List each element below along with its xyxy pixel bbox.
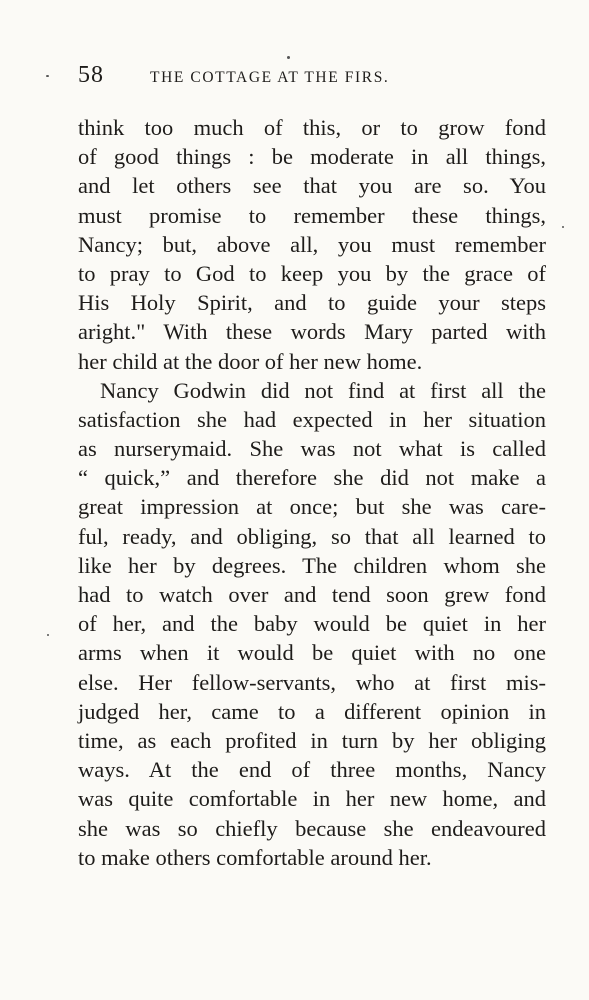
text-line: like her by degrees. The children whom she [78, 552, 546, 578]
body-text [78, 113, 546, 872]
text-line: think too much of this, or to grow fond [78, 115, 546, 140]
scan-speck [287, 56, 290, 59]
scan-speck [47, 634, 49, 636]
text-line: ful, ready, and obliging, so that all learned to [78, 523, 546, 549]
text-line: arms when it would be quiet with no one [78, 640, 546, 666]
text-line: ways. At the end of three months, Nancy [78, 757, 546, 783]
text-line: to pray to God to keep you by the grace of [78, 260, 546, 286]
paragraph [78, 376, 546, 872]
text-line: and let others see that you are so. You [78, 173, 546, 199]
text-line: judged her, came to a different opinion in [78, 698, 546, 724]
running-head: THE COTTAGE AT THE FIRS. [150, 69, 390, 86]
scan-speck [562, 226, 564, 228]
text-line: had to watch over and tend soon grew fond [78, 582, 546, 607]
text-line: Nancy Godwin did not find at first all the [100, 377, 546, 403]
text-line: else. Her fellow-servants, who at first mis- [78, 669, 546, 695]
text-line: was quite comfortable in her new home, and [78, 786, 546, 812]
text-line: of good things : be moderate in all things, [78, 144, 546, 170]
text-line: great impression at once; but she was care- [78, 494, 546, 520]
text-line: as nurserymaid. She was not what is called [78, 436, 546, 462]
text-line: to make others comfortable around her. [78, 844, 432, 870]
text-line: her child at the door of her new home. [78, 348, 423, 374]
page-number: 58 [78, 62, 104, 88]
text-line: time, as each profited in turn by her obliging [78, 727, 546, 753]
text-line: Nancy; but, above all, you must remember [78, 231, 546, 257]
paragraph [78, 113, 546, 376]
text-line: she was so chiefly because she endeavoured [78, 815, 546, 841]
text-line: of her, and the baby would be quiet in her [78, 611, 546, 637]
text-line: must promise to remember these things, [78, 202, 546, 228]
text-line: “ quick,” and therefore she did not make a [78, 465, 546, 491]
scan-speck [46, 75, 49, 77]
text-line: His Holy Spirit, and to guide your steps [78, 290, 546, 316]
text-line: aright." With these words Mary parted with [78, 319, 546, 345]
text-line: satisfaction she had expected in her situation [78, 406, 546, 432]
page-header [78, 62, 544, 94]
